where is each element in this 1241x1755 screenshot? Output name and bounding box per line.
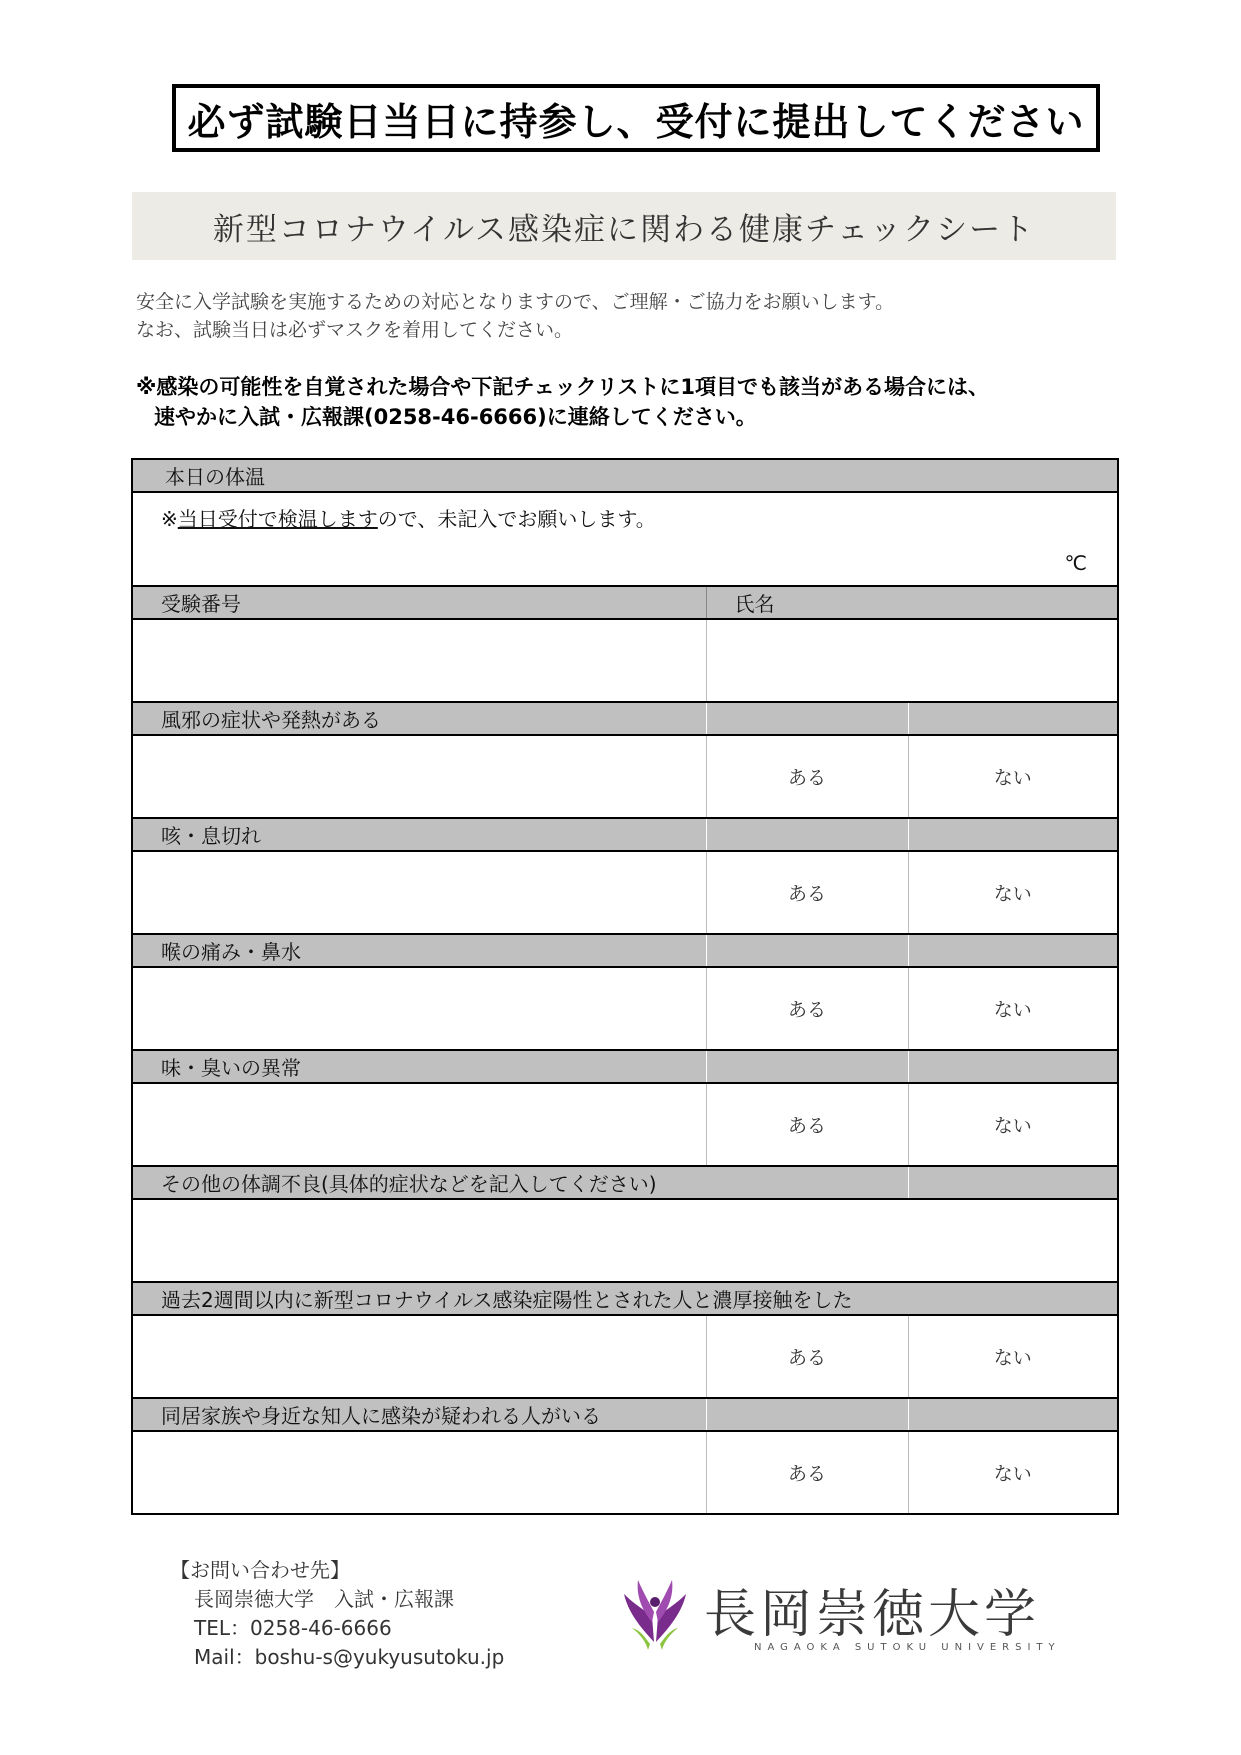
logo-english-name: NAGAOKA SUTOKU UNIVERSITY — [754, 1642, 1061, 1653]
exam-number-field[interactable] — [132, 619, 706, 702]
question-2-label: 咳・息切れ — [132, 818, 706, 851]
question-row — [132, 1431, 1118, 1514]
contact-tel: TEL：0258-46-6666 — [194, 1616, 392, 1640]
temperature-unit: ℃ — [1064, 551, 1087, 575]
notice-line-1: ※感染の可能性を自覚された場合や下記チェックリストに1項目でも該当がある場合には、 — [136, 375, 989, 399]
question-row — [132, 1315, 1118, 1398]
question-4-blank — [132, 1083, 706, 1166]
question-2-blank — [132, 851, 706, 934]
phoenix-emblem-icon — [620, 1572, 690, 1652]
question-header-row — [132, 1282, 1118, 1315]
question-3-label: 喉の痛み・鼻水 — [132, 934, 706, 967]
question-4-label: 味・臭いの異常 — [132, 1050, 706, 1083]
question-4-yes-option[interactable]: ある — [706, 1083, 908, 1166]
question-5-details-field[interactable] — [132, 1199, 1118, 1282]
question-5-label: その他の体調不良(具体的症状などを記入してください) — [132, 1166, 908, 1199]
intro-text — [136, 288, 1126, 344]
question-6-label: 過去2週間以内に新型コロナウイルス感染症陽性とされた人と濃厚接触をした — [132, 1282, 1118, 1315]
question-7-label: 同居家族や身近な知人に感染が疑われる人がいる — [132, 1398, 706, 1431]
name-field[interactable] — [706, 619, 1118, 702]
contact-org: 長岡崇徳大学 入試・広報課 — [194, 1587, 454, 1611]
temperature-field[interactable] — [132, 492, 1118, 586]
contact-notice — [136, 372, 1136, 432]
sheet-title: 新型コロナウイルス感染症に関わる健康チェックシート — [132, 192, 1116, 260]
question-5-row — [132, 1199, 1118, 1282]
contact-info — [170, 1556, 504, 1672]
question-7-yes-option[interactable]: ある — [706, 1431, 908, 1514]
question-header-row — [132, 818, 1118, 851]
question-1-yes-option[interactable]: ある — [706, 735, 908, 818]
temperature-row — [132, 492, 1118, 586]
question-1-label: 風邪の症状や発熱がある — [132, 702, 706, 735]
question-3-yes-option[interactable]: ある — [706, 967, 908, 1050]
question-4-no-option[interactable]: ない — [993, 1115, 1032, 1137]
question-3-no-option[interactable]: ない — [993, 999, 1032, 1021]
question-header-row — [132, 934, 1118, 967]
question-row — [132, 851, 1118, 934]
submission-banner: 必ず試験日当日に持参し、受付に提出してください — [172, 84, 1100, 152]
question-6-blank — [132, 1315, 706, 1398]
intro-line-1: 安全に入学試験を実施するための対応となりますので、ご理解・ご協力をお願いします。 — [136, 291, 895, 313]
question-7-blank — [132, 1431, 706, 1514]
question-1-blank — [132, 735, 706, 818]
question-6-no-option[interactable]: ない — [993, 1347, 1032, 1369]
name-label: 氏名 — [706, 586, 1118, 619]
contact-mail: Mail：boshu-s@yukyusutoku.jp — [194, 1645, 505, 1669]
logo-university-name: 長岡崇徳大学 — [704, 1585, 1041, 1645]
question-2-no-option[interactable]: ない — [993, 883, 1032, 905]
question-row — [132, 1083, 1118, 1166]
question-row — [132, 735, 1118, 818]
id-input-row — [132, 619, 1118, 702]
health-check-table — [131, 458, 1119, 1515]
question-1-no-option[interactable]: ない — [993, 767, 1032, 789]
notice-line-2: 速やかに入試・広報課(0258-46-6666)に連絡してください。 — [154, 405, 757, 429]
question-6-yes-option[interactable]: ある — [706, 1315, 908, 1398]
temperature-note-underlined: 当日受付で検温します — [177, 507, 378, 531]
id-header-row — [132, 586, 1118, 619]
question-row — [132, 967, 1118, 1050]
question-2-yes-option[interactable]: ある — [706, 851, 908, 934]
question-header-row — [132, 1398, 1118, 1431]
temperature-header-row — [132, 459, 1118, 492]
temperature-label: 本日の体温 — [132, 459, 1118, 492]
question-3-blank — [132, 967, 706, 1050]
exam-number-label: 受験番号 — [132, 586, 706, 619]
question-header-row — [132, 1166, 1118, 1199]
temperature-note: ※当日受付で検温しますので、未記入でお願いします。 — [161, 507, 656, 531]
contact-heading: 【お問い合わせ先】 — [170, 1558, 350, 1582]
university-logo — [620, 1572, 1080, 1656]
intro-line-2: なお、試験当日は必ずマスクを着用してください。 — [136, 319, 574, 341]
question-header-row — [132, 1050, 1118, 1083]
question-7-no-option[interactable]: ない — [993, 1463, 1032, 1485]
question-header-row — [132, 702, 1118, 735]
